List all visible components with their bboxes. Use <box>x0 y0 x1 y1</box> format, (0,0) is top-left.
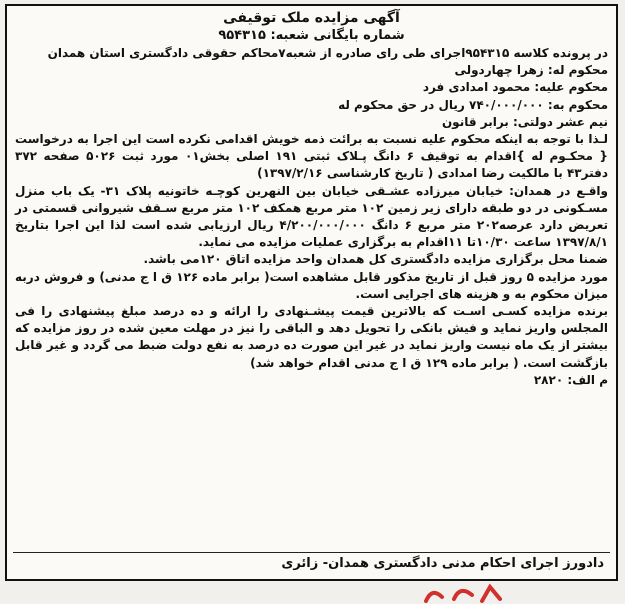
reference-number: م الف: ۲۸۲۰ <box>533 372 608 387</box>
seizure-paragraph: لـذا با توجه به اینکه محکوم علیه نسبت به برائت ذمه خویش اقدامی نکرده است این اجرا به درخواست { محکـوم له }اقدام به توقیف ۶ دانگ پـلاک ثبتی ۱۹۱ اصلی بخش۰۱ مورد ثبت ۵۰۲۶ صفحه ۳۷۲ دفتر۴۳ با مالکیت رضا امدادی ( تاریخ کارشناسی ۱۳۹۷/۲/۱۶) <box>15 132 608 181</box>
footer-divider <box>13 552 610 553</box>
plaintiff: محکوم له: زهرا چهاردولی <box>454 63 608 78</box>
winner-terms: برنده مزایده کسـی اسـت که بالاترین قیمت پیشـنهادی را ارائه و ده درصد مبلغ پیشنهادی را فی المجلس واریز نماید و فیش بانکی را تحویل دهد و الباقی را نیز در مهلت معین شده در روز مزایده که بیشتر از یک ماه نیست واریز نماید در غیر این صورت ده درصد به نفع دولت ضبط می گردد و غیر قابل بازگشت است. ( برابر ماده ۱۲۹ ق ا ج مدنی اقدام خواهد شد) <box>15 304 608 370</box>
archive-number: شماره بایگانی شعبه: ۹۵۴۳۱۵ <box>218 28 405 43</box>
judgment-amount: محکوم به: ۷۴۰/۰۰۰/۰۰۰ ریال در حق محکوم له <box>338 97 608 112</box>
defendant: محکوم علیه: محمود امدادی فرد <box>422 80 608 95</box>
auction-location: ضمنا محل برگزاری مزایده دادگستری کل همدان واحد مزایده اتاق ۱۲۰می باشد. <box>143 252 608 267</box>
viewing-terms: مورد مزایده ۵ روز قبل از تاریخ مذکور قابل مشاهده است( برابر ماده ۱۲۶ ق ا ج مدنی) و فروش دربه میزان محکوم به و هزینه های اجرایی است. <box>15 269 608 301</box>
red-stamp-fragment <box>420 583 510 603</box>
government-fee: نیم عشر دولتی: برابر قانون <box>441 114 608 129</box>
auction-notice <box>5 4 618 581</box>
property-description: واقـع در همدان: خیابان میرزاده عشـقی خیابان بین النهرین کوچـه خاتونیه پلاک ۳۱- یک باب منزل مسـکونی در دو طبقه دارای زیر زمین ۱۰۲ متر مربع همکف ۱۰۲ متر مربع سـقف شیروانی قسمتی در تعریض دارد عرصه۲۰۲ متر مربع ۶ دانگ ۴/۲۰۰/۰۰۰/۰۰۰ ریال ارزیابی شده است لذا این اجرا بتاریخ ۱۳۹۷/۸/۱ ساعت ۱۰/۳۰تا ۱۱اقدام به برگزاری عملیات مزایده می نماید. <box>15 183 608 250</box>
notice-title: آگهی مزایده ملک توقیفی <box>223 10 400 26</box>
signature: دادورز اجرای احکام مدنی دادگستری همدان- زائری <box>281 556 604 571</box>
case-intro: در پرونده کلاسه ۹۵۴۳۱۵اجرای طی رای صادره از شعبه۷محاکم حقوقی دادگستری استان همدان <box>47 46 608 60</box>
